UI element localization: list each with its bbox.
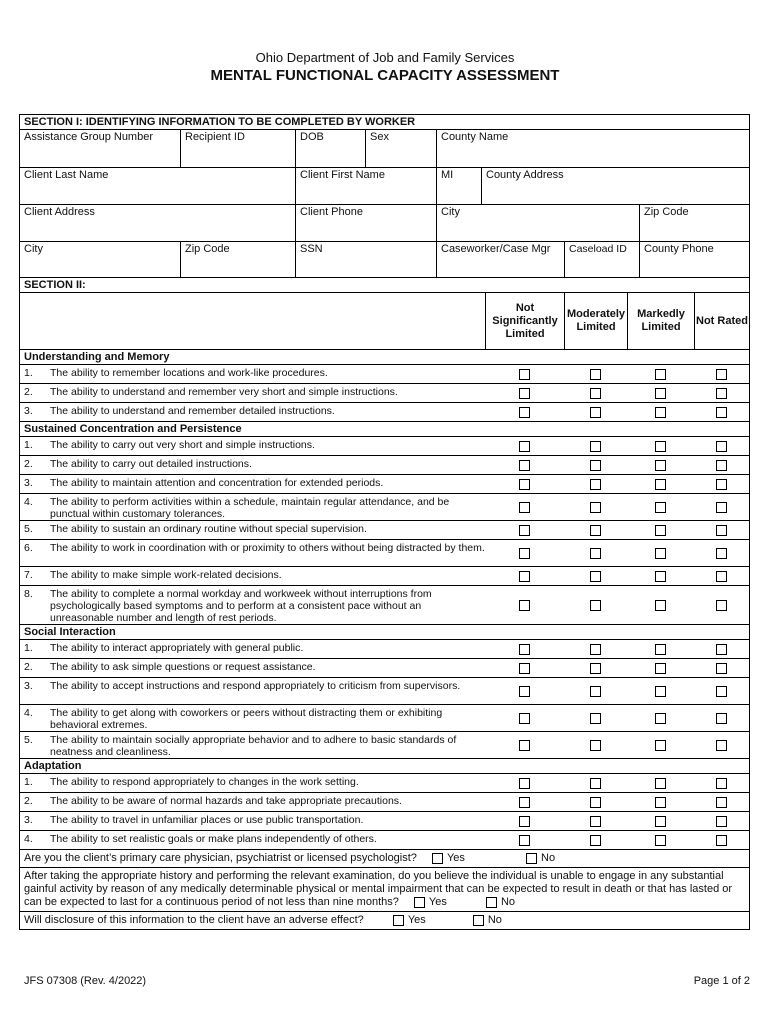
item-text: The ability to be aware of normal hazards and take appropriate precautions.: [50, 795, 402, 807]
not-significantly-limited-checkbox[interactable]: [519, 460, 530, 471]
rating-cell-markedly-limited: [627, 793, 694, 811]
county-address-field[interactable]: County Address: [481, 168, 749, 204]
item-text: The ability to remember locations and work-like procedures.: [50, 367, 328, 379]
dob-field[interactable]: DOB: [295, 130, 365, 167]
category-heading: Social Interaction: [20, 624, 749, 639]
assessment-item-row: [20, 677, 749, 704]
assessment-item-row: [20, 539, 749, 566]
caseworker-field[interactable]: Caseworker/Case Mgr: [436, 242, 564, 277]
assessment-item-row: [20, 436, 749, 455]
category-heading: Sustained Concentration and Persistence: [20, 421, 749, 436]
recipient-id-field[interactable]: Recipient ID: [180, 130, 295, 167]
rating-cell-moderately-limited: [564, 678, 627, 704]
client-address-field[interactable]: Client Address: [24, 206, 95, 218]
markedly-limited-checkbox[interactable]: [655, 441, 666, 452]
rating-cell-not-significantly-limited: [485, 659, 564, 677]
not-significantly-limited-checkbox[interactable]: [519, 388, 530, 399]
agency-name: Ohio Department of Job and Family Services: [255, 50, 515, 65]
sex-field[interactable]: Sex: [365, 130, 436, 167]
assessment-item: [20, 659, 485, 677]
item-number: 4.: [24, 496, 33, 508]
not-rated-checkbox[interactable]: [716, 816, 727, 827]
rating-cell-moderately-limited: [564, 774, 627, 792]
rating-cell-not-significantly-limited: [485, 365, 564, 383]
moderately-limited-checkbox[interactable]: [590, 835, 601, 846]
assessment-item: [20, 567, 485, 585]
moderately-limited-checkbox[interactable]: [590, 388, 601, 399]
not-significantly-limited-checkbox[interactable]: [519, 407, 530, 418]
not-rated-checkbox[interactable]: [716, 835, 727, 846]
rating-cell-not-significantly-limited: [485, 540, 564, 566]
moderately-limited-checkbox[interactable]: [590, 740, 601, 751]
not-rated-checkbox[interactable]: [716, 525, 727, 536]
markedly-limited-checkbox[interactable]: [655, 407, 666, 418]
markedly-limited-checkbox[interactable]: [655, 663, 666, 674]
assessment-item-row: [20, 658, 749, 677]
rating-cell-not-rated: [694, 732, 749, 758]
moderately-limited-checkbox[interactable]: [590, 369, 601, 380]
assessment-item: [20, 384, 485, 402]
item-number: 1.: [24, 439, 33, 451]
rating-cell-markedly-limited: [627, 659, 694, 677]
rating-cell-moderately-limited: [564, 540, 627, 566]
item-text: The ability to make simple work-related decisions.: [50, 569, 282, 581]
rating-cell-moderately-limited: [564, 732, 627, 758]
moderately-limited-checkbox[interactable]: [590, 441, 601, 452]
col-not-significantly-limited: Not Significantly Limited: [485, 293, 564, 349]
assessment-item: [20, 456, 485, 474]
not-significantly-limited-checkbox[interactable]: [519, 525, 530, 536]
rating-cell-not-significantly-limited: [485, 774, 564, 792]
not-rated-checkbox[interactable]: [716, 388, 727, 399]
q3-no-checkbox[interactable]: [473, 915, 484, 926]
q1-no-label: No: [541, 852, 556, 864]
assessment-item-row: [20, 830, 749, 849]
rating-cell-not-significantly-limited: [485, 705, 564, 731]
question-3-text: Will disclosure of this information to the client have an adverse effect?: [24, 914, 364, 926]
rating-cell-moderately-limited: [564, 640, 627, 658]
markedly-limited-checkbox[interactable]: [655, 713, 666, 724]
not-rated-checkbox[interactable]: [716, 502, 727, 513]
rating-cell-not-rated: [694, 586, 749, 624]
rating-cell-markedly-limited: [627, 475, 694, 493]
moderately-limited-checkbox[interactable]: [590, 502, 601, 513]
q2-no-label: No: [500, 896, 515, 908]
moderately-limited-checkbox[interactable]: [590, 571, 601, 582]
rating-cell-not-rated: [694, 659, 749, 677]
section1-row-2: [20, 167, 749, 204]
assessment-form: [19, 114, 750, 930]
item-number: 8.: [24, 588, 33, 600]
rating-header-row: [20, 292, 749, 349]
item-number: 3.: [24, 680, 33, 692]
not-rated-checkbox[interactable]: [716, 571, 727, 582]
rating-cell-markedly-limited: [627, 586, 694, 624]
markedly-limited-checkbox[interactable]: [655, 797, 666, 808]
not-rated-checkbox[interactable]: [716, 644, 727, 655]
rating-cell-moderately-limited: [564, 659, 627, 677]
not-significantly-limited-checkbox[interactable]: [519, 644, 530, 655]
assessment-item-row: [20, 364, 749, 383]
form-title: MENTAL FUNCTIONAL CAPACITY ASSESSMENT: [210, 67, 560, 84]
rating-cell-not-significantly-limited: [485, 494, 564, 520]
rating-cell-markedly-limited: [627, 678, 694, 704]
rating-cell-not-significantly-limited: [485, 812, 564, 830]
col-moderately-limited: Moderately Limited: [564, 293, 627, 349]
not-rated-checkbox[interactable]: [716, 686, 727, 697]
rating-cell-markedly-limited: [627, 540, 694, 566]
rating-cell-markedly-limited: [627, 456, 694, 474]
item-number: 3.: [24, 814, 33, 826]
rating-cell-not-rated: [694, 567, 749, 585]
client-first-name-field[interactable]: Client First Name: [295, 168, 436, 204]
not-significantly-limited-checkbox[interactable]: [519, 369, 530, 380]
rating-cell-not-significantly-limited: [485, 732, 564, 758]
not-rated-checkbox[interactable]: [716, 548, 727, 559]
not-rated-checkbox[interactable]: [716, 797, 727, 808]
rating-cell-not-significantly-limited: [485, 384, 564, 402]
item-text: The ability to respond appropriately to changes in the work setting.: [50, 776, 359, 788]
rating-cell-not-significantly-limited: [485, 586, 564, 624]
item-number: 6.: [24, 542, 33, 554]
not-significantly-limited-checkbox[interactable]: [519, 713, 530, 724]
moderately-limited-checkbox[interactable]: [590, 479, 601, 490]
client-zip-code-field[interactable]: Zip Code: [180, 242, 295, 277]
item-number: 2.: [24, 458, 33, 470]
rating-cell-not-rated: [694, 365, 749, 383]
not-significantly-limited-checkbox[interactable]: [519, 835, 530, 846]
not-rated-checkbox[interactable]: [716, 369, 727, 380]
item-number: 1.: [24, 642, 33, 654]
rating-cell-not-significantly-limited: [485, 640, 564, 658]
assessment-item: [20, 540, 485, 566]
assistance-group-number-field[interactable]: Assistance Group Number: [24, 131, 153, 143]
assessment-item-row: [20, 520, 749, 539]
rating-cell-not-significantly-limited: [485, 678, 564, 704]
item-text: The ability to travel in unfamiliar places or use public transportation.: [50, 814, 364, 826]
rating-cell-not-rated: [694, 774, 749, 792]
mi-field[interactable]: MI: [436, 168, 481, 204]
item-text: The ability to carry out detailed instructions.: [50, 458, 252, 470]
city-field[interactable]: City: [436, 205, 639, 241]
item-number: 5.: [24, 523, 33, 535]
moderately-limited-checkbox[interactable]: [590, 778, 601, 789]
moderately-limited-checkbox[interactable]: [590, 686, 601, 697]
item-text: The ability to ask simple questions or request assistance.: [50, 661, 316, 673]
client-phone-field[interactable]: Client Phone: [295, 205, 436, 241]
item-number: 5.: [24, 734, 33, 746]
rating-cell-not-significantly-limited: [485, 521, 564, 539]
page-number: Page 1 of 2: [693, 975, 750, 987]
rating-cell-markedly-limited: [627, 812, 694, 830]
not-significantly-limited-checkbox[interactable]: [519, 797, 530, 808]
moderately-limited-checkbox[interactable]: [590, 600, 601, 611]
question-primary-care: [20, 849, 749, 867]
rating-cell-not-significantly-limited: [485, 475, 564, 493]
section1-row-3: [20, 204, 749, 241]
q3-no-label: No: [487, 914, 502, 926]
col-not-rated: Not Rated: [694, 293, 749, 349]
assessment-item-row: [20, 566, 749, 585]
markedly-limited-checkbox[interactable]: [655, 816, 666, 827]
moderately-limited-checkbox[interactable]: [590, 407, 601, 418]
rating-cell-moderately-limited: [564, 831, 627, 849]
section1-row-4: [20, 241, 749, 277]
assessment-item-row: [20, 383, 749, 402]
form-number: JFS 07308 (Rev. 4/2022): [24, 975, 147, 987]
rating-cell-not-rated: [694, 540, 749, 566]
assessment-item: [20, 831, 485, 849]
not-rated-checkbox[interactable]: [716, 713, 727, 724]
markedly-limited-checkbox[interactable]: [655, 479, 666, 490]
item-text: The ability to carry out very short and simple instructions.: [50, 439, 315, 451]
rating-cell-moderately-limited: [564, 365, 627, 383]
moderately-limited-checkbox[interactable]: [590, 525, 601, 536]
client-last-name-field[interactable]: Client Last Name: [24, 169, 109, 181]
q2-yes-label: Yes: [428, 896, 447, 908]
question-2-text: After taking the appropriate history and performing the relevant examination, do you believe the individual is unable to engage in any substantial gainful activity by reason of any medically determinable physical or mental impairment that can be expected to result in death or that has lasted or can be expected to last for a continuous period of not less than nine months?: [24, 870, 733, 908]
item-number: 7.: [24, 569, 33, 581]
q1-no-checkbox[interactable]: [526, 853, 537, 864]
assessment-item-row: [20, 639, 749, 658]
category-heading: Understanding and Memory: [20, 349, 749, 364]
markedly-limited-checkbox[interactable]: [655, 548, 666, 559]
markedly-limited-checkbox[interactable]: [655, 369, 666, 380]
markedly-limited-checkbox[interactable]: [655, 600, 666, 611]
caseload-id-field[interactable]: Caseload ID: [564, 242, 639, 277]
assessment-item-row: [20, 811, 749, 830]
rating-cell-not-rated: [694, 475, 749, 493]
item-number: 4.: [24, 707, 33, 719]
markedly-limited-checkbox[interactable]: [655, 502, 666, 513]
rating-cell-not-rated: [694, 793, 749, 811]
rating-cell-markedly-limited: [627, 365, 694, 383]
assessment-item-row: [20, 455, 749, 474]
assessment-item-row: [20, 731, 749, 758]
item-text: The ability to complete a normal workday and workweek without interruptions from psychologically based symptoms and to perform at a consistent pace without an unreasonable number and length of rest periods.: [50, 588, 432, 624]
ssn-field[interactable]: SSN: [295, 242, 436, 277]
not-rated-checkbox[interactable]: [716, 778, 727, 789]
rating-cell-not-rated: [694, 403, 749, 421]
rating-cell-moderately-limited: [564, 403, 627, 421]
zip-code-field[interactable]: Zip Code: [639, 205, 749, 241]
rating-cell-not-rated: [694, 831, 749, 849]
moderately-limited-checkbox[interactable]: [590, 663, 601, 674]
county-name-field[interactable]: County Name: [436, 130, 749, 167]
not-significantly-limited-checkbox[interactable]: [519, 441, 530, 452]
rating-cell-moderately-limited: [564, 384, 627, 402]
q1-yes-label: Yes: [446, 852, 465, 864]
rating-cell-not-rated: [694, 494, 749, 520]
moderately-limited-checkbox[interactable]: [590, 460, 601, 471]
moderately-limited-checkbox[interactable]: [590, 548, 601, 559]
not-significantly-limited-checkbox[interactable]: [519, 571, 530, 582]
rating-cell-not-rated: [694, 640, 749, 658]
item-number: 3.: [24, 405, 33, 417]
rating-cell-not-rated: [694, 705, 749, 731]
assessment-item: [20, 732, 485, 758]
assessment-item: [20, 403, 485, 421]
q3-yes-label: Yes: [407, 914, 426, 926]
rating-cell-moderately-limited: [564, 437, 627, 455]
item-number: 3.: [24, 477, 33, 489]
assessment-item: [20, 586, 485, 624]
not-significantly-limited-checkbox[interactable]: [519, 548, 530, 559]
not-rated-checkbox[interactable]: [716, 407, 727, 418]
assessment-item-row: [20, 402, 749, 421]
category-heading: Adaptation: [20, 758, 749, 773]
assessment-item: [20, 678, 485, 704]
question-adverse-effect: [20, 911, 749, 929]
item-text: The ability to sustain an ordinary routine without special supervision.: [50, 523, 367, 535]
assessment-item-row: [20, 493, 749, 520]
rating-cell-moderately-limited: [564, 586, 627, 624]
q1-yes-checkbox[interactable]: [432, 853, 443, 864]
assessment-item: [20, 475, 485, 493]
item-number: 1.: [24, 367, 33, 379]
rating-cell-markedly-limited: [627, 640, 694, 658]
rating-cell-not-rated: [694, 678, 749, 704]
markedly-limited-checkbox[interactable]: [655, 835, 666, 846]
not-rated-checkbox[interactable]: [716, 663, 727, 674]
not-rated-checkbox[interactable]: [716, 479, 727, 490]
not-significantly-limited-checkbox[interactable]: [519, 816, 530, 827]
rating-cell-not-significantly-limited: [485, 831, 564, 849]
item-number: 2.: [24, 386, 33, 398]
item-number: 2.: [24, 661, 33, 673]
not-significantly-limited-checkbox[interactable]: [519, 479, 530, 490]
item-text: The ability to get along with coworkers or peers without distracting them or exhibiting behavioral extremes.: [50, 707, 443, 731]
item-text: The ability to work in coordination with or proximity to others without being distracted by them.: [50, 542, 485, 554]
assessment-item: [20, 494, 485, 520]
moderately-limited-checkbox[interactable]: [590, 816, 601, 827]
section2-title: SECTION II:: [20, 277, 749, 292]
markedly-limited-checkbox[interactable]: [655, 525, 666, 536]
question-unable-to-work: [20, 867, 749, 911]
assessment-item: [20, 437, 485, 455]
assessment-item-row: [20, 704, 749, 731]
rating-cell-not-rated: [694, 521, 749, 539]
county-phone-field[interactable]: County Phone: [639, 242, 749, 277]
rating-cell-markedly-limited: [627, 494, 694, 520]
question-1-text: Are you the client’s primary care physician, psychiatrist or licensed psychologist?: [24, 852, 417, 864]
rating-cell-markedly-limited: [627, 567, 694, 585]
q2-yes-checkbox[interactable]: [414, 897, 425, 908]
markedly-limited-checkbox[interactable]: [655, 644, 666, 655]
assessment-item-row: [20, 585, 749, 624]
rating-cell-moderately-limited: [564, 456, 627, 474]
rating-cell-not-significantly-limited: [485, 567, 564, 585]
q3-yes-checkbox[interactable]: [393, 915, 404, 926]
rating-cell-moderately-limited: [564, 793, 627, 811]
assessment-item: [20, 640, 485, 658]
rating-cell-markedly-limited: [627, 521, 694, 539]
client-city-field[interactable]: City: [24, 243, 43, 255]
moderately-limited-checkbox[interactable]: [590, 713, 601, 724]
markedly-limited-checkbox[interactable]: [655, 388, 666, 399]
section1-row-1: [20, 129, 749, 167]
rating-cell-markedly-limited: [627, 774, 694, 792]
item-text: The ability to perform activities within a schedule, maintain regular attendance, and be punctual within customary tolerances.: [50, 496, 450, 520]
rating-cell-markedly-limited: [627, 732, 694, 758]
moderately-limited-checkbox[interactable]: [590, 797, 601, 808]
rating-cell-not-significantly-limited: [485, 793, 564, 811]
not-rated-checkbox[interactable]: [716, 600, 727, 611]
assessment-item: [20, 521, 485, 539]
rating-cell-moderately-limited: [564, 812, 627, 830]
not-significantly-limited-checkbox[interactable]: [519, 663, 530, 674]
rating-cell-not-significantly-limited: [485, 403, 564, 421]
assessment-item: [20, 365, 485, 383]
item-text: The ability to understand and remember very short and simple instructions.: [50, 386, 398, 398]
item-number: 4.: [24, 833, 33, 845]
rating-items: [20, 349, 749, 849]
not-rated-checkbox[interactable]: [716, 441, 727, 452]
item-text: The ability to maintain socially appropriate behavior and to adhere to basic standards of neatness and cleanliness.: [50, 734, 457, 758]
rating-cell-not-rated: [694, 437, 749, 455]
not-significantly-limited-checkbox[interactable]: [519, 600, 530, 611]
item-text: The ability to understand and remember detailed instructions.: [50, 405, 335, 417]
rating-cell-moderately-limited: [564, 494, 627, 520]
markedly-limited-checkbox[interactable]: [655, 460, 666, 471]
rating-cell-moderately-limited: [564, 475, 627, 493]
rating-cell-not-significantly-limited: [485, 437, 564, 455]
rating-cell-moderately-limited: [564, 705, 627, 731]
col-markedly-limited: Markedly Limited: [627, 293, 694, 349]
rating-cell-markedly-limited: [627, 403, 694, 421]
moderately-limited-checkbox[interactable]: [590, 644, 601, 655]
assessment-item: [20, 774, 485, 792]
rating-cell-not-rated: [694, 456, 749, 474]
rating-cell-markedly-limited: [627, 705, 694, 731]
rating-cell-not-rated: [694, 812, 749, 830]
q2-no-checkbox[interactable]: [486, 897, 497, 908]
rating-cell-markedly-limited: [627, 437, 694, 455]
assessment-item: [20, 793, 485, 811]
rating-cell-moderately-limited: [564, 567, 627, 585]
item-text: The ability to accept instructions and respond appropriately to criticism from supervisors.: [50, 680, 461, 692]
assessment-item-row: [20, 474, 749, 493]
assessment-item: [20, 705, 485, 731]
markedly-limited-checkbox[interactable]: [655, 571, 666, 582]
item-text: The ability to maintain attention and concentration for extended periods.: [50, 477, 384, 489]
assessment-item-row: [20, 792, 749, 811]
rating-cell-markedly-limited: [627, 384, 694, 402]
not-rated-checkbox[interactable]: [716, 740, 727, 751]
rating-cell-not-significantly-limited: [485, 456, 564, 474]
not-significantly-limited-checkbox[interactable]: [519, 502, 530, 513]
item-text: The ability to interact appropriately with general public.: [50, 642, 304, 654]
not-significantly-limited-checkbox[interactable]: [519, 686, 530, 697]
rating-header-spacer: [20, 293, 485, 349]
not-significantly-limited-checkbox[interactable]: [519, 740, 530, 751]
section1-title: SECTION I: IDENTIFYING INFORMATION TO BE COMPLETED BY WORKER: [24, 116, 416, 128]
assessment-item-row: [20, 773, 749, 792]
rating-cell-markedly-limited: [627, 831, 694, 849]
markedly-limited-checkbox[interactable]: [655, 778, 666, 789]
rating-cell-not-rated: [694, 384, 749, 402]
item-text: The ability to set realistic goals or make plans independently of others.: [50, 833, 377, 845]
markedly-limited-checkbox[interactable]: [655, 686, 666, 697]
not-significantly-limited-checkbox[interactable]: [519, 778, 530, 789]
item-number: 2.: [24, 795, 33, 807]
markedly-limited-checkbox[interactable]: [655, 740, 666, 751]
rating-cell-moderately-limited: [564, 521, 627, 539]
assessment-item: [20, 812, 485, 830]
not-rated-checkbox[interactable]: [716, 460, 727, 471]
item-number: 1.: [24, 776, 33, 788]
